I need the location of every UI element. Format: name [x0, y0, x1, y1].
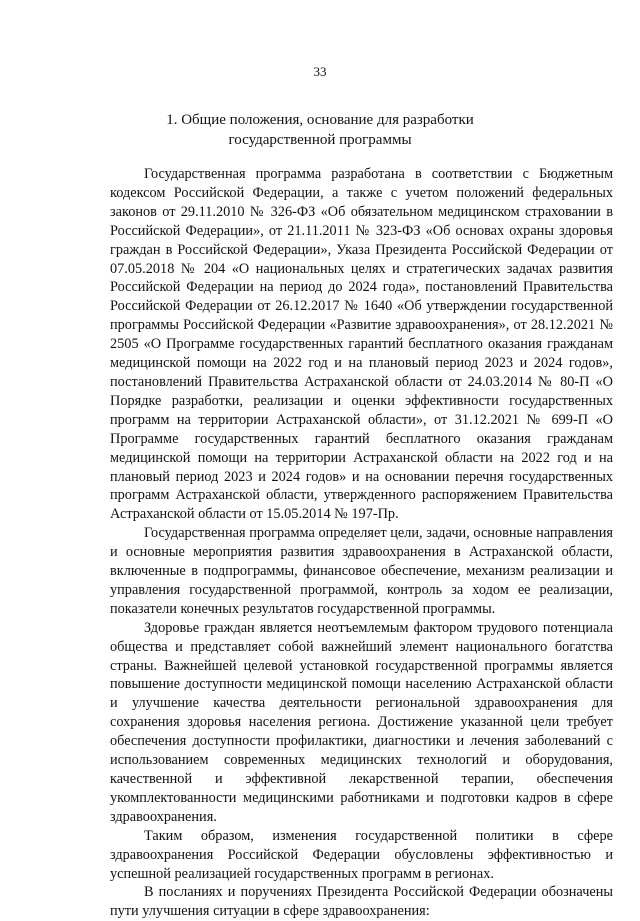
section-heading-line-1: 1. Общие положения, основание для разработки	[166, 112, 474, 128]
page-number: 33	[313, 64, 327, 79]
paragraph-legal-basis: Государственная программа разработана в соответствии с Бюджетным кодексом Российской Федерации, а также с учетом положений федеральных законов от 29.11.2010 № 326-ФЗ «Об обязательном медицинском страховании в Российской Федерации», от 21.11.2011 № 323-ФЗ «Об основах охраны здоровья граждан в Российской Федерации», Указа Президента Российской Федерации от 07.05.2018 № 204 «О национальных целях и стратегических задачах развития Российской Федерации на период до 2024 года», постановлений Правительства Российской Федерации от 26.12.2017 № 1640 «Об утверждении государственной программы Российской Федерации «Развитие здравоохранения», от 28.12.2021 № 2505 «О Программе государственных гарантий бесплатного оказания гражданам медицинской помощи на 2022 год и на плановый период 2023 и 2024 годов», постановлений Правительства Астраханской области от 24.03.2014 № 80-П «О Порядке разработки, реализации и оценки эффективности государственных программ на территории Астраханской области», от 31.12.2021 № 699-П «О Программе государственных гарантий бесплатного оказания гражданам медицинской помощи на территории Астраханской области на 2022 год и на плановый период 2023 и 2024 годов» и на основании перечня государственных программ Астраханской области, утвержденного распоряжением Правительства Астраханской области от 15.05.2014 № 197-Пр.	[110, 166, 613, 523]
paragraph-program-scope: Государственная программа определяет цели, задачи, основные направления и основные мероприятия развития здравоохранения в Астраханской области, включенные в подпрограммы, финансовое обеспечение, механизм реализации и управления государственной программой, контроль за ходом ее реализации, показатели конечных результатов государственной программы.	[110, 525, 613, 617]
paragraph-presidential-messages: В посланиях и поручениях Президента Российской Федерации обозначены пути улучшения ситуации в сфере здравоохранения:	[110, 884, 613, 920]
section-heading-line-2: государственной программы	[228, 132, 412, 148]
paragraph-program-goal: Здоровье граждан является неотъемлемым фактором трудового потенциала общества и представляет собой важнейший элемент национального богатства страны. Важнейшей целевой установкой государственной программы является повышение доступности медицинской помощи населению Астраханской области и улучшение качества деятельности региональной здравоохранения для сохранения здоровья населения региона. Достижение указанной цели требует обеспечения доступности профилактики, диагностики и лечения заболеваний с использованием современных медицинских технологий и оборудования, качественной и эффективной лекарственной терапии, обеспечения укомплектованности медицинскими работниками и подготовки кадров в сфере здравоохранения.	[110, 619, 613, 825]
paragraph-policy-changes: Таким образом, изменения государственной политики в сфере здравоохранения Российской Федерации обусловлены эффективностью и успешной реализацией государственных программ в регионах.	[110, 827, 613, 882]
section-heading	[0, 110, 640, 150]
body-text	[110, 165, 613, 921]
